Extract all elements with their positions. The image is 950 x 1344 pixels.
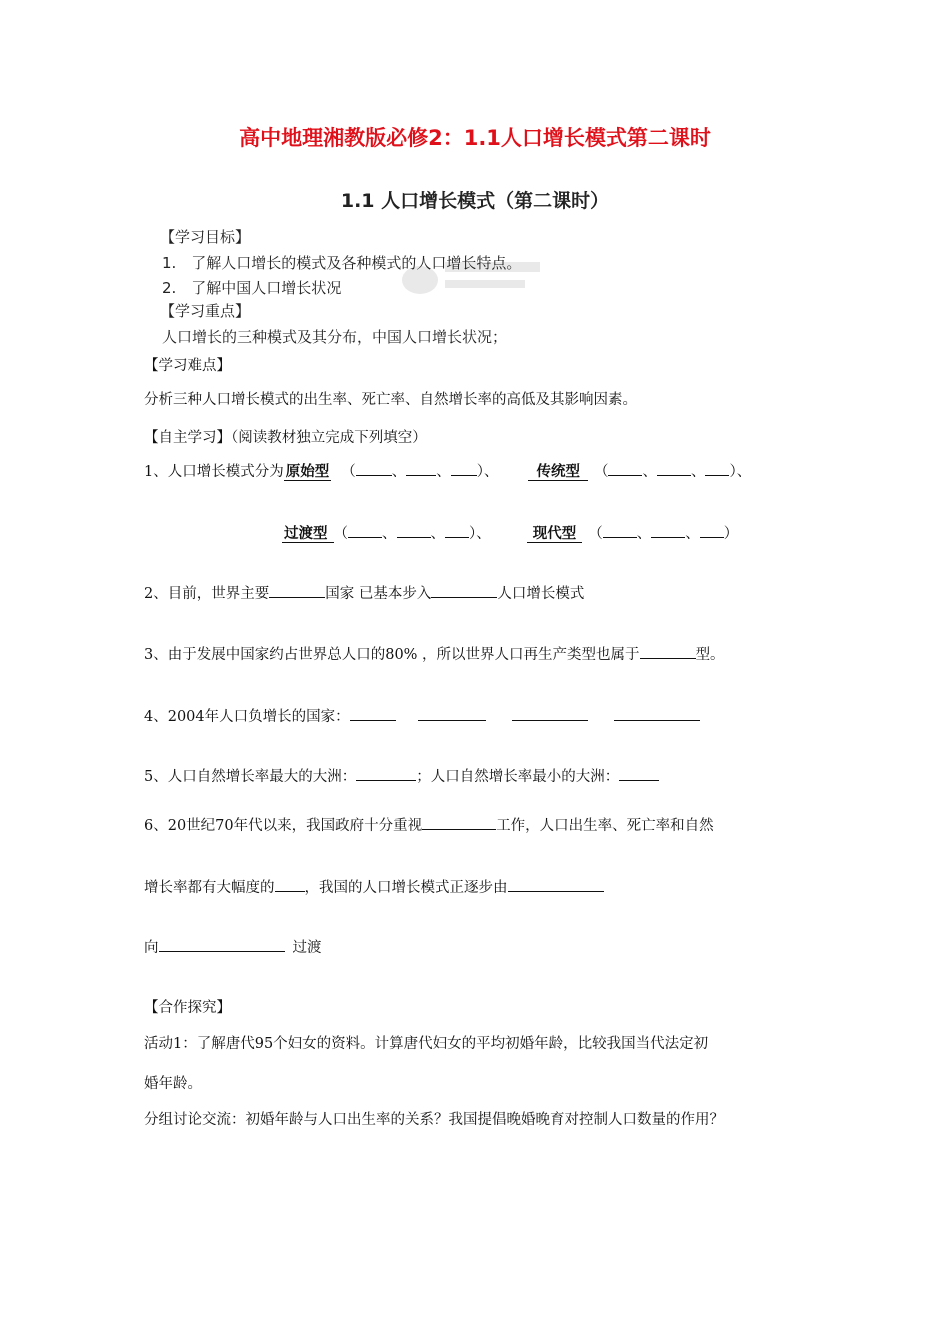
paren-close: ） [476,464,484,480]
document-title: 高中地理湘教版必修2：1.1人口增长模式第二课时 [239,126,711,150]
separator: 、 [382,526,397,542]
separator: 、 [736,464,752,480]
question-1-prefix: 1、人口增长模式分为 [144,464,284,480]
activity-1-line-2: 婚年龄。 [144,1076,202,1092]
separator: 、 [690,464,706,480]
question-6-part-c: 增长率都有大幅度的 [144,880,275,896]
question-5-part-b: ；人口自然增长率最小的大洲： [416,769,620,785]
model-type-transitional: 过渡型 [282,525,334,543]
question-4 [144,705,700,726]
paren-open: （ [593,464,609,480]
question-2 [144,582,584,603]
blank-field[interactable] [269,583,325,598]
blank-field[interactable] [348,523,382,538]
separator: 、 [636,526,652,542]
model-type-primitive: 原始型 [285,463,330,480]
blank-field[interactable] [451,461,477,476]
paren-close: ） [469,526,477,542]
blank-field[interactable] [608,461,642,476]
blank-field[interactable] [397,523,431,538]
question-6-part-e: 向 [144,940,159,956]
question-1-line-2 [282,522,738,543]
blank-field[interactable] [356,766,416,781]
separator: 、 [685,526,700,542]
paren-open: （ [588,526,603,542]
question-6-part-a: 6、20世纪70年代以来，我国政府十分重视 [144,818,423,834]
activity-1-line-1: 活动1：了解唐代95个妇女的资料。计算唐代妇女的平均初婚年龄，比较我国当代法定初 [144,1036,709,1052]
question-3-part-b: 型。 [695,647,725,663]
separator: 、 [436,464,451,480]
separator: 、 [642,464,657,480]
blank-field[interactable] [508,877,604,892]
difficulties-heading: 【学习难点】 [144,358,231,374]
blank-field[interactable] [614,706,700,721]
self-study-heading: 【自主学习】（阅读教材独立完成下列填空） [144,430,427,446]
difficulties-text: 分析三种人口增长模式的出生率、死亡率、自然增长率的高低及其影响因素。 [144,392,637,408]
blank-field[interactable] [275,877,305,892]
blank-field[interactable] [445,523,469,538]
question-2-part-a: 2、目前，世界主要 [144,586,270,602]
objective-item-1: 1. 了解人口增长的模式及各种模式的人口增长特点。 [162,254,522,272]
blank-field[interactable] [431,583,497,598]
model-type-traditional: 传统型 [528,463,588,481]
blank-field[interactable] [356,461,392,476]
question-6-part-d: ，我国的人口增长模式正逐步由 [304,880,508,896]
blank-field[interactable] [700,523,724,538]
paren-close: ） [723,526,739,542]
lesson-title: 1.1 人口增长模式（第二课时） [340,190,610,212]
question-5 [144,765,659,786]
objectives-heading: 【学习目标】 [160,228,251,246]
question-6-line-3 [144,936,322,957]
question-6-line-1 [144,814,714,835]
blank-field[interactable] [705,461,729,476]
blank-field[interactable] [657,461,691,476]
blank-field[interactable] [603,523,637,538]
paren-open: （ [333,526,348,542]
blank-field[interactable] [406,461,436,476]
question-6-part-b: 工作，人口出生率、死亡率和自然 [496,818,714,834]
question-1-line-1 [144,460,751,481]
paren-open: （ [341,464,356,480]
blank-field[interactable] [619,766,659,781]
question-2-part-b: 国家 已基本步入 [325,586,432,602]
question-5-part-a: 5、人口自然增长率最大的大洲： [144,769,357,785]
separator: 、 [430,526,445,542]
model-type-modern: 现代型 [527,525,583,543]
blank-field[interactable] [159,937,285,952]
question-4-text: 4、2004年人口负增长的国家： [144,709,350,725]
separator: 、 [483,464,499,480]
question-6-line-2 [144,876,604,897]
question-6-part-f: 过渡 [292,940,322,956]
blank-field[interactable] [350,706,396,721]
separator: 、 [391,464,407,480]
blank-field[interactable] [640,644,696,659]
discussion-text: 分组讨论交流：初婚年龄与人口出生率的关系？我国提倡晚婚晚育对控制人口数量的作用？ [144,1112,724,1128]
question-3 [144,643,725,664]
question-2-part-c: 人口增长模式 [497,586,585,602]
blank-field[interactable] [422,815,496,830]
cooperation-heading: 【合作探究】 [144,1000,231,1016]
blank-field[interactable] [651,523,685,538]
objective-item-2: 2. 了解中国人口增长状况 [162,279,342,297]
separator: 、 [476,526,491,542]
key-points-heading: 【学习重点】 [160,302,251,320]
blank-field[interactable] [512,706,588,721]
watermark-logo-icon [390,240,550,310]
paren-close: ） [729,464,737,480]
question-3-part-a: 3、由于发展中国家约占世界总人口的80% ，所以世界人口再生产类型也属于 [144,647,640,663]
key-points-text: 人口增长的三种模式及其分布，中国人口增长状况； [162,328,508,346]
blank-field[interactable] [418,706,486,721]
